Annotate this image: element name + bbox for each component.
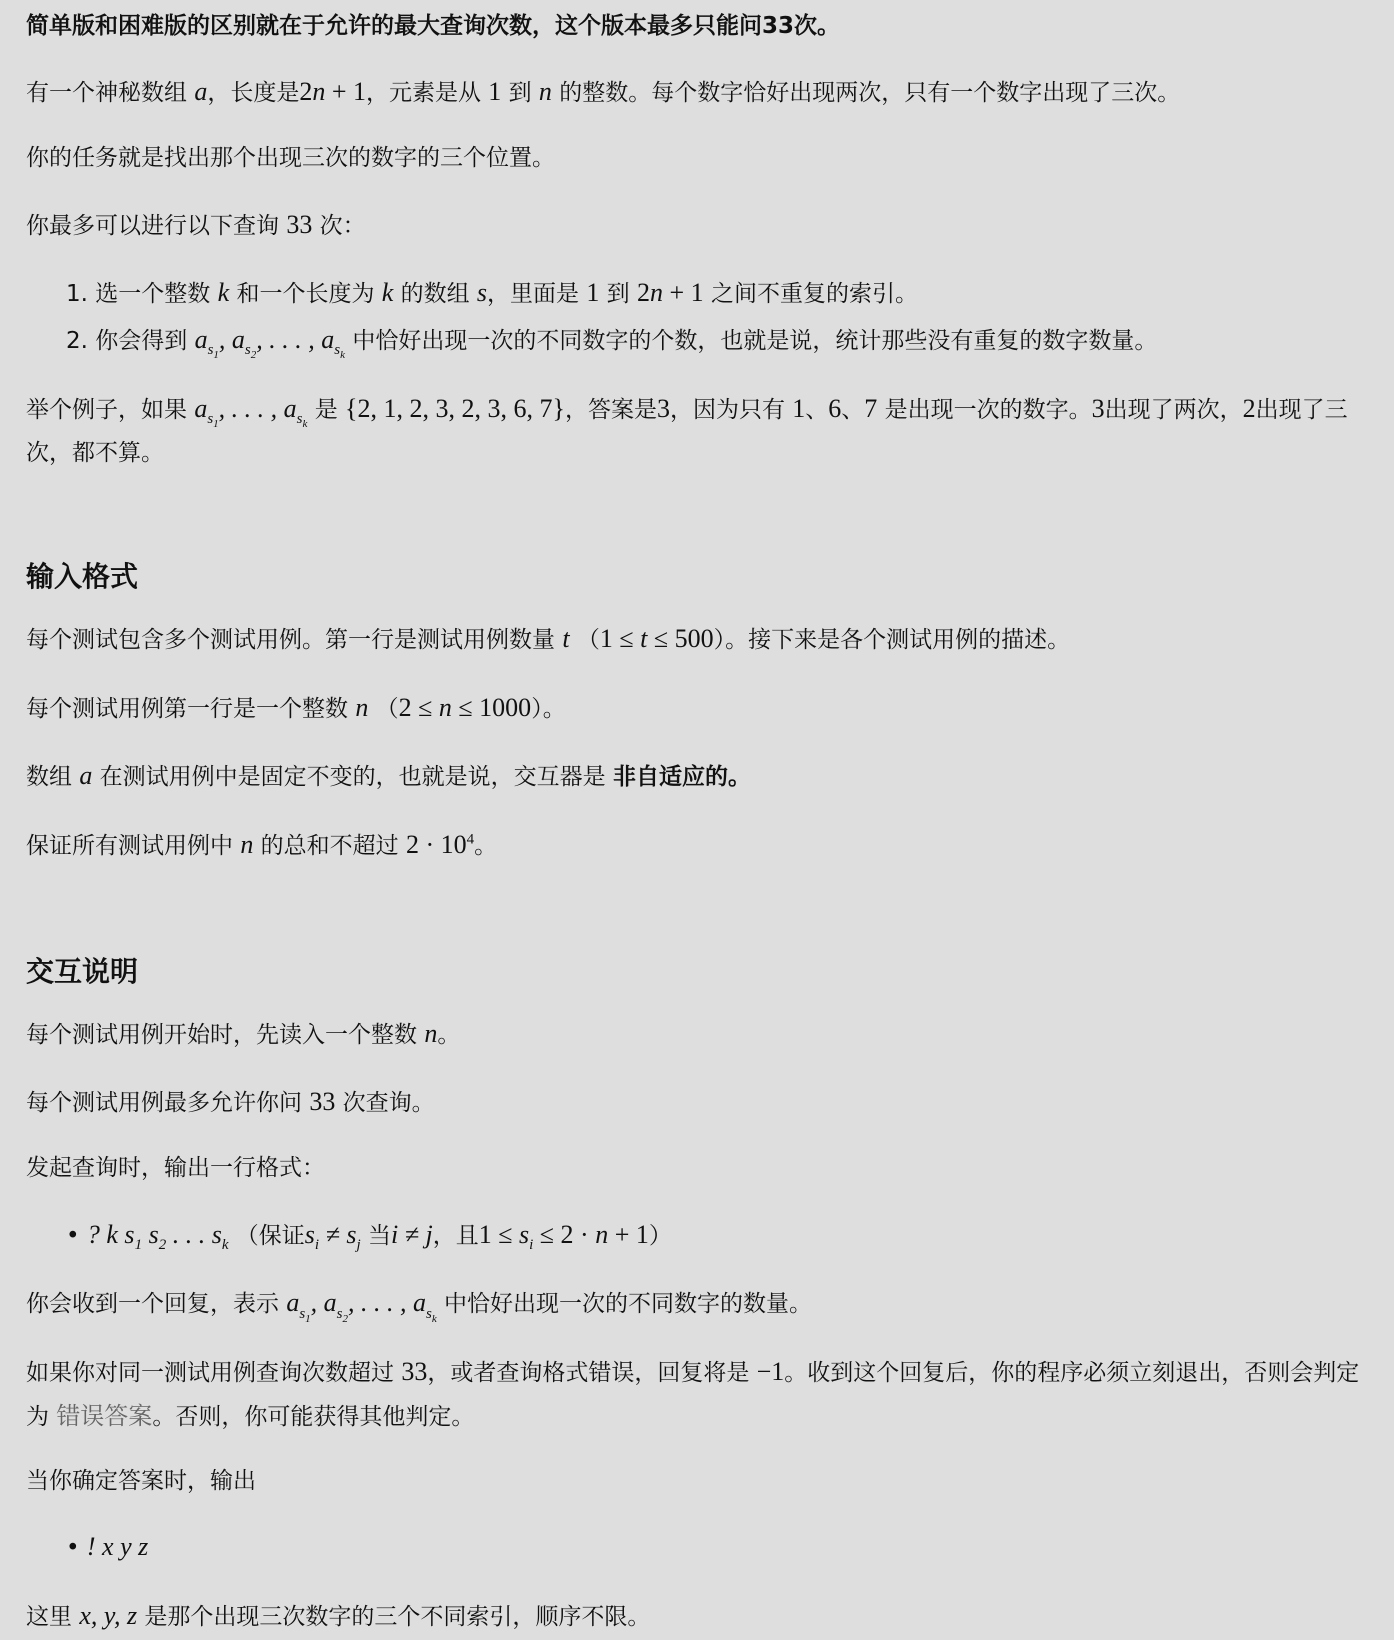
bullet: • (66, 1535, 80, 1562)
answer-format-list (26, 1524, 1368, 1571)
interaction-paragraph-3: 发起查询时，输出一行格式： (26, 1155, 325, 1182)
interaction-paragraph-2: 每个测试用例最多允许你问 33 次查询。 (26, 1087, 435, 1117)
intro-paragraph-3: 你最多可以进行以下查询 33 次： (26, 209, 366, 239)
input-paragraph-1: 每个测试包含多个测试用例。第一行是测试用例数量 t （1 ≤ t ≤ 500）。接下来是各个测试用例的描述。 (26, 623, 1071, 653)
input-paragraph-4: 保证所有测试用例中 n 的总和不超过 $2 \cdot 10^4$。 (26, 830, 498, 860)
example-paragraph: 举个例子，如果 $a_{s_1}$, . . . , $a_{s_k}$ 是 {2, 1, 2, 3, 2, 3, 6, 7}，答案是3，因为只有 1、6、7 是出现一次的数字。3出现了两次，2出现了三次，都不算。 (26, 393, 1348, 466)
interaction-paragraph-5: 如果你对同一测试用例查询次数超过 33，或者查询格式错误，回复将是 −1。收到这个回复后，你的程序必须立刻退出，否则会判定为 错误答案。否则，你可能获得其他判定。 (26, 1357, 1360, 1430)
list-item: • ! x y z (66, 1532, 149, 1562)
query-steps-list (26, 270, 1368, 364)
interaction-paragraph-1: 每个测试用例开始时，先读入一个整数 n。 (26, 1018, 461, 1048)
interaction-paragraph-6: 当你确定答案时，输出 (26, 1468, 256, 1495)
input-format-heading: 输入格式 (26, 560, 139, 594)
interaction-paragraph-7: 这里 x, y, z 是那个出现三次数字的三个不同索引，顺序不限。 (26, 1601, 651, 1631)
list-item: 1. 选一个整数 k 和一个长度为 k 的数组 s，里面是 1 到 2n + 1 之间不重复的索引。 (66, 278, 918, 308)
intro-paragraph-2: 你的任务就是找出那个出现三次的数字的三个位置。 (26, 145, 555, 172)
input-paragraph-3: 数组 a 在测试用例中是固定不变的，也就是说，交互器是 非自适应的。 (26, 761, 751, 791)
math-one: 1 (488, 77, 502, 107)
math-n: n (538, 77, 552, 107)
interaction-heading: 交互说明 (26, 954, 139, 988)
list-item: • ? k $s_1$ $s_2$ . . . $s_k$ （保证$s_i \ne s_j$ 当i ≠ j，且$1 \le s_i \le 2 \cdot n + 1$） (66, 1219, 672, 1253)
bullet: • (66, 1222, 80, 1249)
problem-statement (0, 6, 1394, 1640)
list-item: 2. 你会得到 $a_{s_1}$, $a_{s_2}$, . . . , $a_{s_k}$ 中恰好出现一次的不同数字的个数，也就是说，统计那些没有重复的数字数量。 (66, 325, 1158, 362)
input-paragraph-2: 每个测试用例第一行是一个整数 n （2 ≤ n ≤ 1000）。 (26, 692, 566, 722)
math-a: a (194, 77, 208, 107)
wrong-answer-verdict: 错误答案 (56, 1403, 153, 1430)
intro-paragraph-1: 有一个神秘数组 a，长度是2n + 1，元素是从 1 到 n 的整数。每个数字恰好出现两次，只有一个数字出现了三次。 (26, 77, 1181, 107)
interaction-paragraph-4: 你会收到一个回复，表示 $a_{s_1}$, $a_{s_2}$, . . . , $a_{s_k}$ 中恰好出现一次的不同数字的数量。 (26, 1288, 813, 1325)
query-format-list (26, 1212, 1368, 1259)
version-note: 简单版和困难版的区别就在于允许的最大查询次数，这个版本最多只能问33次。 (26, 13, 841, 39)
math-2n1: 2n + 1 (299, 77, 366, 107)
